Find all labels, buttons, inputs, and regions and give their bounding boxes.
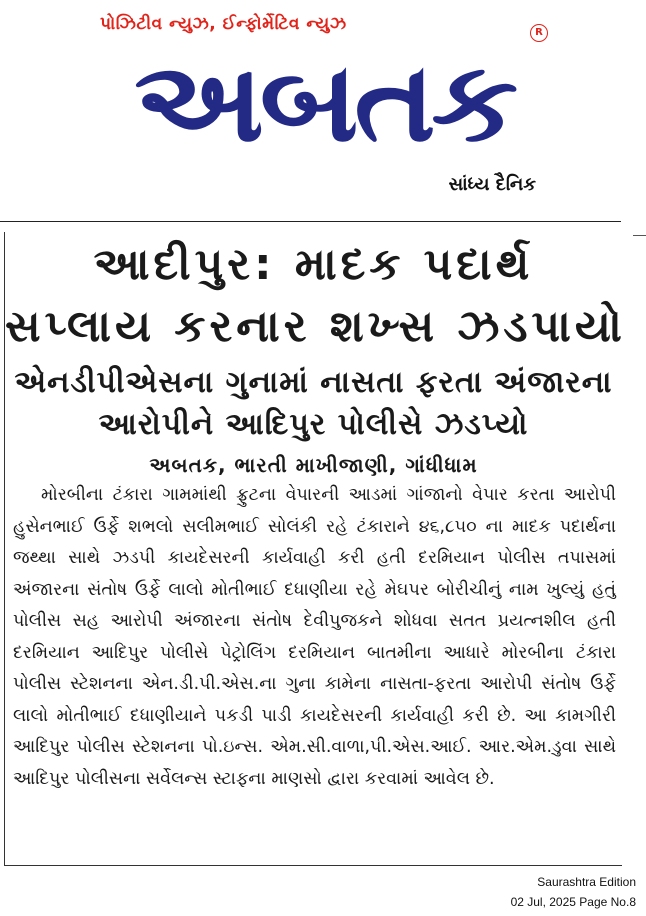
article-subheadline [5, 362, 622, 446]
edition-type-label: સાંધ્ય દૈનિક [448, 174, 536, 195]
date-and-page: 02 Jul, 2025 Page No.8 [510, 895, 636, 909]
masthead-tagline: પોઝિટીવ ન્યુઝ, ઈન્ફોર્મેટિવ ન્યુઝ [100, 14, 347, 34]
masthead-divider [0, 221, 621, 222]
subheadline-line: આરોપીને આદિપુર પોલીસે ઝડપ્યો [98, 407, 529, 442]
headline-line: આદીપુર: માદક પદાર્થ [93, 239, 534, 290]
newspaper-logo [96, 38, 552, 166]
page-footer [511, 872, 636, 912]
article-byline: અબતક, ભારતી માખીજાણી, ગાંધીધામ [149, 453, 478, 477]
article-body: મોરબીના ટંકારા ગામમાંથી ફ્રુટના વેપારની આડમાં ગાંજાનો વેપાર કરતા આરોપી હુસેનભાઈ ઉર્ફે શભલો સલીમભાઈ સોલંકી રહે ટંકારાને ૪૬,૮૫૦ ના માદક પદાર્થના જથ્થા સાથે ઝડપી કાયદેસરની કાર્યવાહી કરી હતી દરમિયાન પોલીસ તપાસમાં અંજારના સંતોષ ઉર્ફે લાલો મોતીભાઈ દધાણીયા રહે મેઘપર બોરીચીનું નામ ખુલ્યું હતું પોલીસ સહ આરોપી અંજારના સંતોષ દેવીપુજકને શોધવા સતત પ્રયત્નશીલ હતી દરમિયાન આદિપુર પોલીસે પેટ્રોલિંગ દરમિયાન બાતમીના આધારે મોરબીના ટંકારા પોલીસ સ્ટેશનના એન.ડી.પી.એસ.ના ગુના કામેના નાસતા-ફરતા આરોપી સંતોષ ઉર્ફે લાલો મોતીભાઈ દધાણીયાને પકડી પાડી કાયદેસરની કાર્યવાહી કરી છે. આ કામગીરી આદિપુર પોલીસ સ્ટેશનના પો.ઇન્સ. એમ.સી.વાળા,પી.એસ.આઈ. આર.એમ.ડુવા સાથે આદિપુર પોલીસના સર્વેલન્સ સ્ટાફના માણસો દ્વારા કરવામાં આવેલ છે. [13, 485, 616, 789]
column-marker [633, 235, 646, 236]
registered-trademark-icon: R [530, 24, 548, 42]
subheadline-line: એનડીપીએસના ગુનામાં નાસતા ફરતા અંજારના [14, 365, 613, 400]
edition-name: Saurashtra Edition [537, 875, 636, 889]
newspaper-logo-text: અબતક [134, 38, 514, 166]
news-article [4, 232, 626, 866]
masthead [96, 14, 552, 204]
article-headline [5, 234, 626, 358]
headline-line: સપ્લાય કરનાર શખ્સ ઝડપાયો [5, 301, 626, 352]
